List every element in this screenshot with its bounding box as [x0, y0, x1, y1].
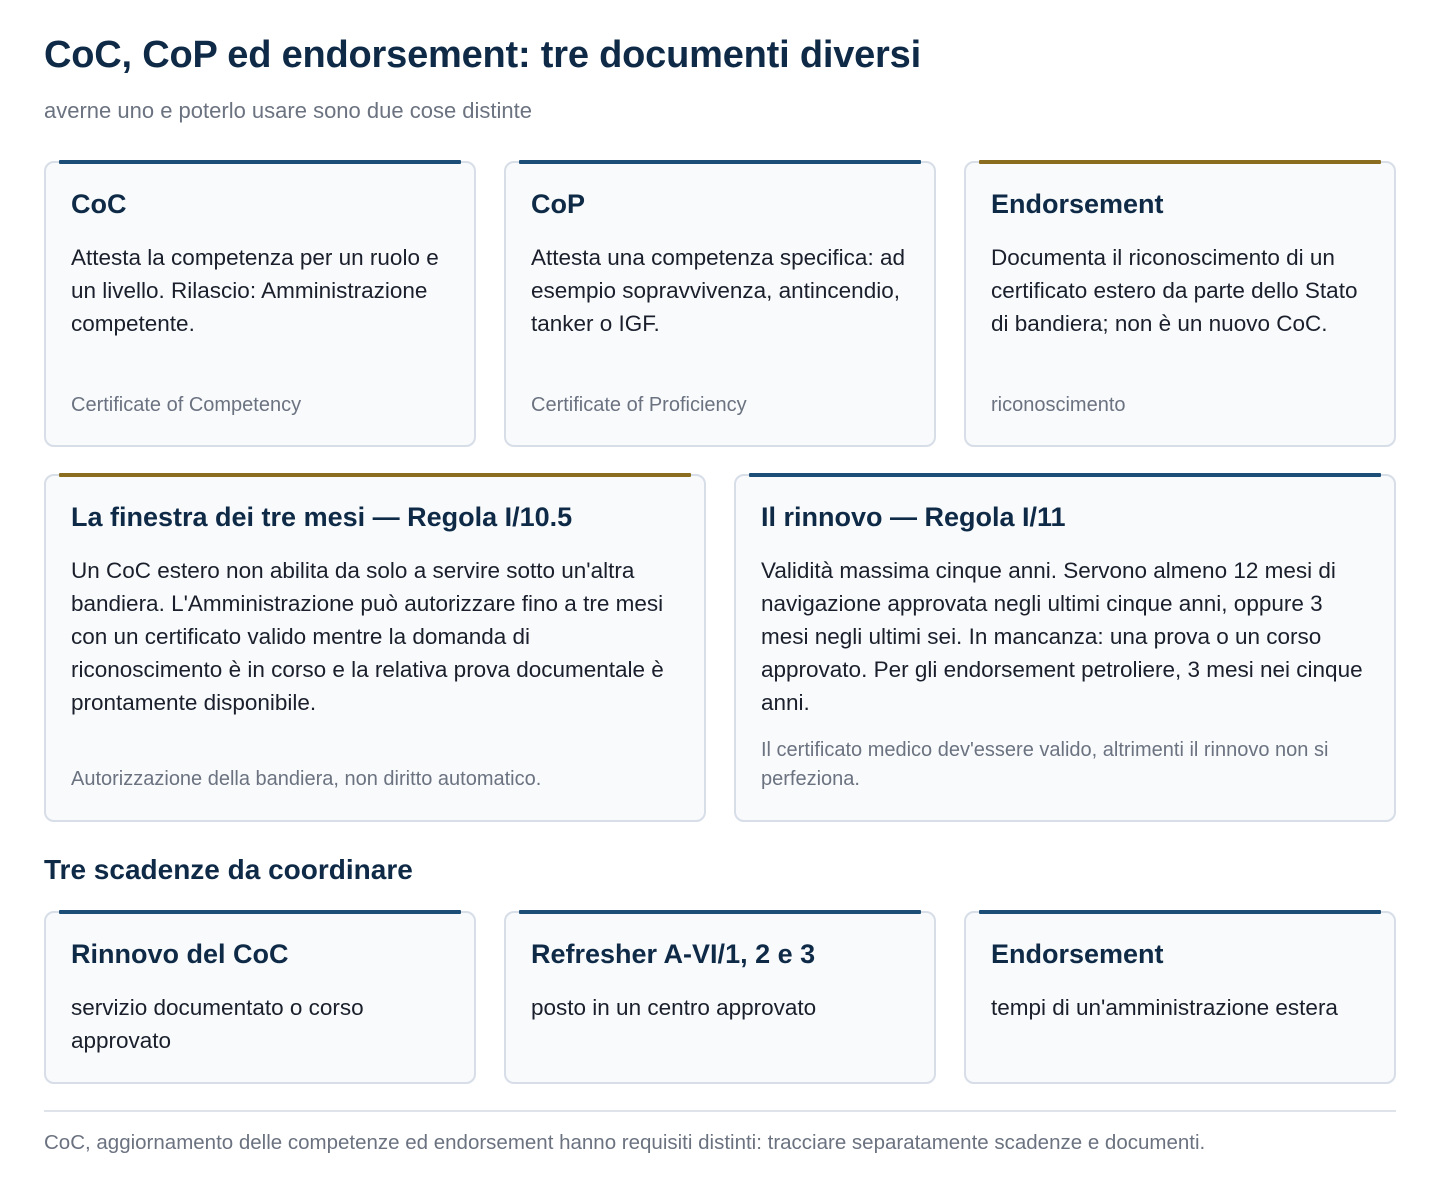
card-deadline-refresher: [504, 911, 936, 1084]
card-deadline-coc-renewal: [44, 911, 476, 1084]
card-renewal: [734, 474, 1396, 822]
card-footnote: Il certificato medico dev'essere valido, altrimenti il rinnovo non si perfeziona.: [761, 739, 1329, 790]
card-accent-bar: [519, 160, 921, 164]
card-accent-bar: [979, 910, 1381, 914]
card-accent-bar: [59, 473, 691, 477]
card-footnote: Certificate of Proficiency: [531, 394, 747, 416]
card-body: Documenta il riconoscimento di un certificato estero da parte dello Stato di bandiera; non è un nuovo CoC.: [991, 245, 1358, 336]
card-title: Endorsement: [991, 939, 1164, 969]
card-deadline-endorsement: [964, 911, 1396, 1084]
card-title: CoC: [71, 189, 127, 219]
card-title: Rinnovo del CoC: [71, 939, 289, 969]
card-footnote: Autorizzazione della bandiera, non diritto automatico.: [71, 768, 542, 790]
card-endorsement: [964, 161, 1396, 447]
card-title: Endorsement: [991, 189, 1164, 219]
card-cop: [504, 161, 936, 447]
card-footnote: Certificate of Competency: [71, 394, 302, 416]
card-body: servizio documentato o corso approvato: [71, 995, 364, 1053]
card-body: Attesta una competenza specifica: ad esempio sopravvivenza, antincendio, tanker o IGF.: [531, 245, 905, 336]
card-title: Refresher A-VI/1, 2 e 3: [531, 939, 816, 969]
card-title: CoP: [531, 189, 585, 219]
card-body: Attesta la competenza per un ruolo e un livello. Rilascio: Amministrazione competente.: [71, 245, 439, 336]
card-title: Il rinnovo — Regola I/11: [761, 502, 1066, 532]
page-subtitle: averne uno e poterlo usare sono due cose distinte: [44, 98, 532, 123]
section-title: Tre scadenze da coordinare: [44, 854, 413, 885]
card-title: La finestra dei tre mesi — Regola I/10.5: [71, 502, 573, 532]
card-body: tempi di un'amministrazione estera: [991, 995, 1338, 1020]
card-body: Un CoC estero non abilita da solo a servire sotto un'altra bandiera. L'Amministrazione può autorizzare fino a tre mesi con un certificato valido mentre la domanda di riconoscimento è in corso e la relativa prova documentale è prontamente disponibile.: [71, 558, 664, 715]
card-accent-bar: [749, 473, 1381, 477]
page-title: CoC, CoP ed endorsement: tre documenti diversi: [44, 34, 921, 76]
footer-note: CoC, aggiornamento delle competenze ed endorsement hanno requisiti distinti: tracciare separatamente scadenze e documenti.: [44, 1131, 1206, 1154]
card-coc: [44, 161, 476, 447]
card-footnote: riconoscimento: [991, 394, 1126, 416]
footer-divider: [44, 1110, 1396, 1112]
card-three-month-window: [44, 474, 706, 822]
card-accent-bar: [59, 910, 461, 914]
card-body: Validità massima cinque anni. Servono almeno 12 mesi di navigazione approvata negli ultimi cinque anni, oppure 3 mesi negli ultimi sei. In mancanza: una prova o un corso approvato. Per gli endorsement petroliere, 3 mesi nei cinque anni.: [761, 558, 1363, 715]
card-body: posto in un centro approvato: [531, 995, 817, 1020]
card-accent-bar: [519, 910, 921, 914]
card-accent-bar: [979, 160, 1381, 164]
card-accent-bar: [59, 160, 461, 164]
